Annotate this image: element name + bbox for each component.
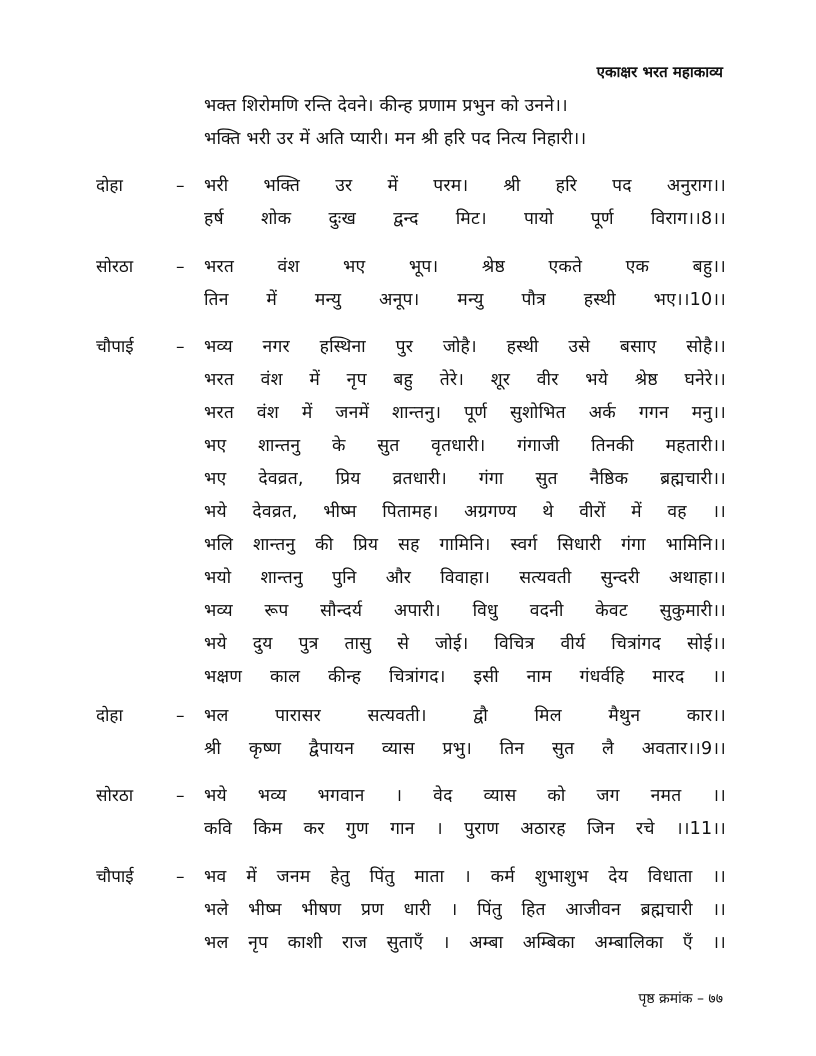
verse-dash: –: [176, 257, 185, 277]
book-title-header: एकाक्षर भरत महाकाव्य: [596, 63, 723, 81]
verse-text: भरी भक्ति उर में परम। श्री हरि पद अनुराग।।: [204, 176, 726, 196]
verse-type-label: सोरठा: [96, 257, 134, 277]
verse-text: भक्ति भरी उर में अति प्यारी। मन श्री हरि पद नित्य निहारी।।: [204, 129, 587, 149]
verse-line: [96, 783, 726, 816]
verse-line: [96, 400, 726, 433]
verse-text: भल पारासर सत्यवती। द्वौ मिल मैथुन कार।।: [204, 706, 726, 726]
verse-text: भले भीष्म भीषण प्रण धारी । पिंतु हित आजीवन ब्रह्मचारी ।।: [204, 900, 726, 920]
verse-text: भव में जनम हेतु पिंतु माता । कर्म शुभाशुभ देय विधाता ।।: [204, 867, 726, 887]
verse-type-label: दोहा: [96, 706, 123, 726]
verse-line: [96, 930, 726, 963]
verse-line: [96, 466, 726, 499]
verse-line: [96, 93, 726, 126]
verse-line: [96, 565, 726, 598]
verse-text: भयो शान्तनु पुनि और विवाहा। सत्यवती सुन्दरी अथाहा।।: [204, 568, 726, 588]
verse-dash: –: [176, 337, 185, 357]
verse-line: [96, 897, 726, 930]
verse-text: भल नृप काशी राज सुताएँ । अम्बा अम्बिका अम्बालिका एँ ।।: [204, 933, 726, 953]
page-number: पृष्ठ क्रमांक – ७७: [638, 991, 723, 1007]
verse-line: [96, 287, 726, 320]
verse-line: [96, 864, 726, 897]
sortha-verse-11: [96, 783, 726, 849]
doha-verse-8: [96, 173, 726, 239]
verse-text: भव्य नगर हस्थिना पुर जोहै। हस्थी उसे बसाए सोहै।।: [204, 337, 726, 357]
verse-line: [96, 598, 726, 631]
chaupai-verse-1: [96, 334, 726, 697]
verse-type-label: चौपाई: [96, 337, 134, 357]
verse-text: भलि शान्तनु की प्रिय सह गामिनि। स्वर्ग सिधारी गंगा भामिनि।।: [204, 535, 726, 555]
verse-text: हर्ष शोक दुःख द्वन्द मिट। पायो पूर्ण विराग।।8।।: [204, 209, 726, 229]
verse-text: भए शान्तनु के सुत वृतधारी। गंगाजी तिनकी महतारी।।: [204, 436, 726, 456]
verse-text: भये देवव्रत, भीष्म पितामह। अग्रगण्य थे वीरों में वह ।।: [204, 502, 726, 522]
verse-text: तिन में मन्यु अनूप। मन्यु पौत्र हस्थी भए।।10।।: [204, 290, 726, 310]
verse-line: [96, 631, 726, 664]
verse-line: [96, 254, 726, 287]
intro-verse: [96, 93, 726, 159]
verse-text: भव्य रूप सौन्दर्य अपारी। विधु वदनी केवट सुकुमारी।।: [204, 601, 726, 621]
verse-line: [96, 334, 726, 367]
doha-verse-9: [96, 703, 726, 769]
verse-line: [96, 433, 726, 466]
verse-type-label: सोरठा: [96, 786, 134, 806]
verse-text: भरत वंश भए भूप। श्रेष्ठ एकते एक बहु।।: [204, 257, 726, 277]
verse-type-label: चौपाई: [96, 867, 134, 887]
verse-dash: –: [176, 786, 185, 806]
verse-text: भये भव्य भगवान । वेद व्यास को जग नमत ।।: [204, 786, 726, 806]
verse-line: [96, 664, 726, 697]
verse-line: [96, 816, 726, 849]
sortha-verse-10: [96, 254, 726, 320]
verse-text: श्री कृष्ण द्वैपायन व्यास प्रभु। तिन सुत लै अवतार।।9।।: [204, 739, 726, 759]
verse-line: [96, 206, 726, 239]
verse-line: [96, 532, 726, 565]
verse-dash: –: [176, 867, 185, 887]
verse-line: [96, 499, 726, 532]
verse-text: भरत वंश में जनमें शान्तनु। पूर्ण सुशोभित अर्क गगन मनु।।: [204, 403, 726, 423]
verse-text: भये दुय पुत्र तासु से जोई। विचित्र वीर्य चित्रांगद सोई।।: [204, 634, 726, 654]
verse-line: [96, 703, 726, 736]
verse-line: [96, 173, 726, 206]
verse-text: भए देवव्रत, प्रिय व्रतधारी। गंगा सुत नैष्ठिक ब्रह्मचारी।।: [204, 469, 726, 489]
verse-type-label: दोहा: [96, 176, 123, 196]
verse-dash: –: [176, 176, 185, 196]
verse-dash: –: [176, 706, 185, 726]
chaupai-verse-2: [96, 864, 726, 963]
verse-text: कवि किम कर गुण गान । पुराण अठारह जिन रचे ।।11।।: [204, 819, 726, 839]
verse-line: [96, 126, 726, 159]
verse-line: [96, 736, 726, 769]
verse-text: भरत वंश में नृप बहु तेरे। शूर वीर भये श्रेष्ठ घनेरे।।: [204, 370, 726, 390]
verse-text: भक्षण काल कीन्ह चित्रांगद। इसी नाम गंधर्वहि मारद ।।: [204, 667, 726, 687]
verse-line: [96, 367, 726, 400]
verse-text: भक्त शिरोमणि रन्ति देवने। कीन्ह प्रणाम प्रभुन को उनने।।: [204, 96, 568, 116]
